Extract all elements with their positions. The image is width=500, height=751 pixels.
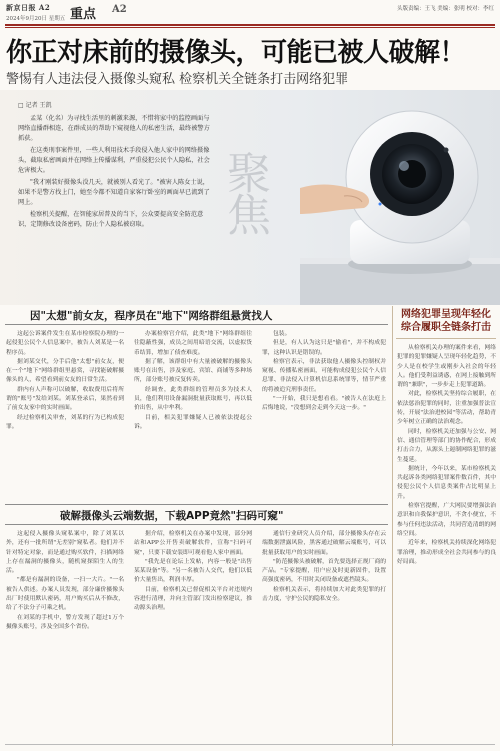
editor-info: 头版责编：王飞 美编：张明 校对：李红 bbox=[397, 6, 494, 12]
article-paragraph: 检察机关表示，将持续加大对此类犯罪的打击力度，守护公民的隐私安全。 bbox=[262, 586, 386, 603]
article-paragraph: 经过检察机关审查，刘某的行为已构成犯罪。 bbox=[6, 414, 124, 430]
article-paragraph: 据刘某交代，分手后他"太想"前女友，便在一个"地下"网络群组里悬赏，寻找能破解摄像头的人，希望看到前女友的日常生活。 bbox=[6, 358, 124, 384]
article-paragraph: 但是，有人认为这只是"偷看"，并不构成犯罪，这种认识是错误的。 bbox=[262, 340, 386, 356]
article-paragraph: 在刘某的手机中，警方发现了超过1万个摄像头账号，涉及全国多个省份。 bbox=[6, 614, 124, 630]
sidebar-rule bbox=[396, 338, 496, 339]
section-title-2: 破解摄像头云端数据，下载APP竟然"扫码可窥" bbox=[60, 510, 284, 522]
section-label: 重点 bbox=[70, 7, 97, 22]
article-paragraph: 这起侵入摄像头窥私案中，除了刘某以外，还有一批所谓"无差别"窥私者。他们并不针对特定对象，而是通过购买软件，扫描网络上存在漏洞的摄像头，随机窥探陌生人的生活。 bbox=[6, 531, 124, 575]
sidebar-paragraph: 据统计，今年以来，某市检察机关共起诉各类网络犯罪案件数百件，其中侵犯公民个人信息类案件占比明显上升。 bbox=[397, 465, 496, 500]
section2-column-2 bbox=[134, 530, 252, 614]
article-paragraph: "我先是在论坛上发帖，内容一般是"出售某某设备"等。"另一名被告人交代，他们以低价大量售出，利润丰厚。 bbox=[134, 558, 252, 584]
article-paragraph: 办案检察官介绍，此类"地下"网络群组往往隐蔽性强，成员之间用暗语交流，以虚拟货币结算，增加了侦查难度。 bbox=[134, 331, 252, 356]
article-paragraph: "一开始，我只是想看看。"被告人在法庭上后悔地说，"没想到会走到今天这一步。" bbox=[262, 396, 386, 412]
section-title-1: 因"太想"前女友，程序员在"地下"网络群组悬赏找人 bbox=[30, 310, 273, 322]
headline: 你正对床前的摄像头，可能已被人破解！ bbox=[6, 38, 466, 68]
security-camera-photo bbox=[300, 92, 500, 305]
section-rule-1 bbox=[5, 324, 388, 325]
section-rule-2 bbox=[5, 524, 388, 525]
hero-intro bbox=[18, 114, 213, 232]
section2-column-3 bbox=[262, 530, 386, 604]
decorative-vertical-title: 聚焦 bbox=[219, 150, 270, 234]
hero-paragraph: "我才刚装好摄像头没几天，就被别人看光了。"被害人陈女士说，如果不是警方找上门，她至今都不知道自家客厅卧室的画面早已流到了网上。 bbox=[18, 179, 210, 206]
section1-column-1 bbox=[6, 330, 124, 432]
article-paragraph: "防范摄像头被破解，首先要选择正规厂商的产品。"专家提醒，用户应及时更新固件，设置高强度密码，不用时关闭设备或遮挡镜头。 bbox=[262, 558, 386, 584]
section2-column-1 bbox=[6, 530, 124, 632]
section-rule-2-top bbox=[5, 504, 388, 505]
sidebar-paragraph: 同时，检察机关还加强与公安、网信、通信管理等部门的协作配合，形成打击合力，从源头上遏制网络犯罪的滋生蔓延。 bbox=[397, 428, 496, 463]
page-number: A2 bbox=[112, 4, 127, 15]
article-paragraph: 群内有人声称可以破解，收取费用后将所谓的"账号"发给刘某。刘某登录后，果然看到了前女友家中的实时画面。 bbox=[6, 386, 124, 412]
footer-rule bbox=[5, 744, 495, 745]
article-paragraph: 通信行业研究人员介绍，部分摄像头存在云端数据泄露风险，黑客通过破解云端账号，可以批量获取用户的实时画面。 bbox=[262, 531, 386, 556]
article-paragraph: 目前，相关犯罪嫌疑人已被依法提起公诉。 bbox=[134, 414, 252, 430]
sidebar-paragraph: 从检察机关办理的案件来看，网络犯罪的犯罪嫌疑人呈现年轻化趋势，不少人是在校学生或刚步入社会的年轻人。他们受利益诱惑，在网上接触到所谓的"兼职"，一步步走上犯罪道路。 bbox=[397, 345, 496, 389]
article-paragraph: 据了解，该群组中有大量被破解的摄像头账号在出售，涉及家庭、宾馆、商铺等多种场所，部分账号被反复转卖。 bbox=[134, 358, 252, 384]
article-paragraph: 这起公诉案件发生在某市检察院办理的一起侵犯公民个人信息案中，被告人刘某是一名程序员。 bbox=[6, 331, 124, 356]
byline: □ 记者 王凯 bbox=[18, 102, 52, 109]
sidebar-title: 网络犯罪呈现年轻化 综合履职全链条打击 bbox=[401, 309, 491, 333]
section1-column-2 bbox=[134, 330, 252, 432]
article-paragraph: "都是有漏洞的设备，一扫一大片。"一名被告人供述。办案人员发现，部分廉价摄像头出厂时使用默认密码，用户购买后从不修改，给了不法分子可乘之机。 bbox=[6, 577, 124, 612]
article-paragraph: 据介绍，检察机关在办案中发现，部分网站和APP公开售卖破解软件，宣称"扫码可窥"，只要下载安装即可观看他人家中画面。 bbox=[134, 531, 252, 556]
sidebar-body bbox=[397, 344, 496, 567]
sidebar-paragraph: 检察官提醒，广大网民要增强法治意识和自我保护意识，不贪小便宜，不参与任何违法活动，共同营造清朗的网络空间。 bbox=[397, 503, 496, 537]
issue-date: 2024年9月20日 星期五 bbox=[6, 16, 66, 22]
masthead-rule-thin bbox=[5, 27, 495, 28]
section1-column-3 bbox=[262, 330, 386, 414]
subheadline: 警惕有人违法侵入摄像头窥私 检察机关全链条打击网络犯罪 bbox=[6, 72, 349, 87]
sidebar-paragraph: 近年来，检察机关持续深化网络犯罪治理，推动形成全社会共同参与的良好局面。 bbox=[397, 540, 496, 565]
hero-paragraph: 孟某（化名）为寻找生活里的刺激来源，不惜将家中的监控画面与网络直播群相连，在群成员的帮助下窥视他人的私密生活，最终被警方抓获。 bbox=[18, 115, 210, 142]
article-paragraph: 检察官表示，非法获取他人摄像头控制权并窥视、传播私密画面，可能构成侵犯公民个人信息罪、非法侵入计算机信息系统罪等，情节严重的将被追究刑事责任。 bbox=[262, 358, 386, 393]
article-paragraph: 包装。 bbox=[273, 331, 291, 337]
masthead bbox=[0, 0, 500, 26]
hero-paragraph: 检察机关提醒，在智能家居普及的当下，公众要提高安全防范意识，定期修改设备密码，防止个人隐私被窃取。 bbox=[18, 211, 204, 228]
paper-name: 新京日报 A2 bbox=[6, 3, 51, 12]
article-paragraph: 目前，检察机关已督促相关平台对违规内容进行清理，并向主管部门发出检察建议，推动源头治理。 bbox=[134, 586, 252, 612]
sidebar-paragraph: 对此，检察机关坚持综合履职，在依法惩治犯罪的同时，注重加强普法宣传，开展"法治进校园"等活动，帮助青少年树立正确的法治观念。 bbox=[397, 391, 496, 426]
masthead-rule bbox=[5, 24, 495, 26]
article-paragraph: 经调查，此类群组的管理员多为技术人员，他们利用设备漏洞批量获取账号，再以低价出售，从中牟利。 bbox=[134, 386, 252, 412]
hero-paragraph: 在这类刑事案件里，一些人利用技术手段侵入他人家中的网络摄像头，截取私密画面并在网络上传播谋利，严重侵犯公民个人隐私，社会危害极大。 bbox=[18, 147, 210, 174]
